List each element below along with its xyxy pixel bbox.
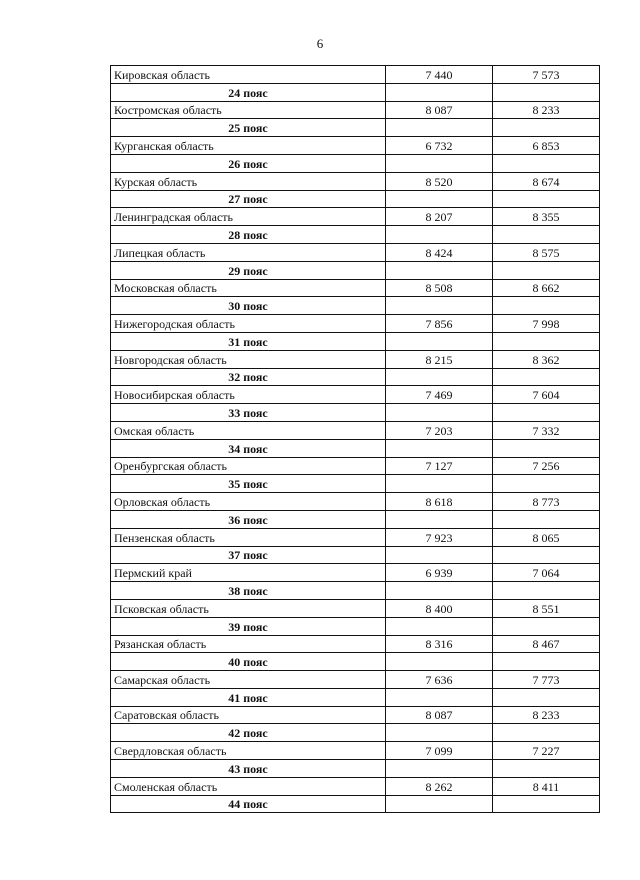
zone-label: 30 пояс	[111, 297, 386, 315]
zone-row	[111, 261, 600, 279]
zone-row	[111, 724, 600, 742]
zone-row	[111, 83, 600, 101]
region-row	[111, 421, 600, 439]
empty-cell-1	[386, 404, 493, 422]
zone-row	[111, 546, 600, 564]
zone-row	[111, 439, 600, 457]
empty-cell-1	[386, 795, 493, 813]
empty-cell-1	[386, 582, 493, 600]
zone-row	[111, 582, 600, 600]
value-cell-2: 8 467	[493, 635, 600, 653]
value-cell-1: 7 469	[386, 386, 493, 404]
region-name: Пензенская область	[111, 528, 386, 546]
empty-cell-2	[493, 688, 600, 706]
empty-cell-2	[493, 795, 600, 813]
empty-cell-2	[493, 332, 600, 350]
zone-label: 31 пояс	[111, 332, 386, 350]
zone-label: 35 пояс	[111, 475, 386, 493]
empty-cell-1	[386, 653, 493, 671]
zone-label: 41 пояс	[111, 688, 386, 706]
value-cell-1: 7 127	[386, 457, 493, 475]
value-cell-2: 7 604	[493, 386, 600, 404]
value-cell-2: 8 355	[493, 208, 600, 226]
value-cell-2: 8 065	[493, 528, 600, 546]
value-cell-2: 8 411	[493, 777, 600, 795]
empty-cell-1	[386, 190, 493, 208]
zone-row	[111, 226, 600, 244]
empty-cell-2	[493, 439, 600, 457]
empty-cell-1	[386, 332, 493, 350]
zone-label: 26 пояс	[111, 154, 386, 172]
zone-label: 24 пояс	[111, 83, 386, 101]
empty-cell-2	[493, 119, 600, 137]
zone-row	[111, 475, 600, 493]
region-row	[111, 66, 600, 84]
region-row	[111, 671, 600, 689]
empty-cell-2	[493, 261, 600, 279]
empty-cell-2	[493, 368, 600, 386]
region-name: Костромская область	[111, 101, 386, 119]
zone-row	[111, 119, 600, 137]
value-cell-2: 8 233	[493, 101, 600, 119]
value-cell-2: 8 575	[493, 243, 600, 261]
region-name: Свердловская область	[111, 742, 386, 760]
region-name: Курская область	[111, 172, 386, 190]
empty-cell-2	[493, 617, 600, 635]
zone-row	[111, 368, 600, 386]
region-name: Липецкая область	[111, 243, 386, 261]
empty-cell-1	[386, 119, 493, 137]
value-cell-2: 6 853	[493, 137, 600, 155]
page-number: 6	[316, 36, 324, 51]
empty-cell-1	[386, 368, 493, 386]
value-cell-2: 8 674	[493, 172, 600, 190]
empty-cell-1	[386, 297, 493, 315]
regions-table	[110, 65, 600, 813]
empty-cell-1	[386, 154, 493, 172]
empty-cell-1	[386, 760, 493, 778]
region-name: Новосибирская область	[111, 386, 386, 404]
region-row	[111, 350, 600, 368]
region-row	[111, 208, 600, 226]
empty-cell-2	[493, 154, 600, 172]
regions-table-body	[111, 66, 600, 813]
region-row	[111, 706, 600, 724]
empty-cell-2	[493, 190, 600, 208]
region-row	[111, 493, 600, 511]
value-cell-1: 7 923	[386, 528, 493, 546]
value-cell-1: 8 508	[386, 279, 493, 297]
value-cell-1: 8 316	[386, 635, 493, 653]
zone-row	[111, 297, 600, 315]
empty-cell-1	[386, 261, 493, 279]
empty-cell-1	[386, 724, 493, 742]
empty-cell-2	[493, 475, 600, 493]
value-cell-1: 7 099	[386, 742, 493, 760]
region-name: Рязанская область	[111, 635, 386, 653]
value-cell-1: 8 207	[386, 208, 493, 226]
region-row	[111, 457, 600, 475]
value-cell-1: 7 856	[386, 315, 493, 333]
value-cell-2: 8 233	[493, 706, 600, 724]
empty-cell-2	[493, 653, 600, 671]
region-name: Самарская область	[111, 671, 386, 689]
region-name: Пермский край	[111, 564, 386, 582]
region-name: Кировская область	[111, 66, 386, 84]
value-cell-1: 8 400	[386, 599, 493, 617]
region-row	[111, 243, 600, 261]
zone-row	[111, 332, 600, 350]
empty-cell-2	[493, 510, 600, 528]
region-name: Курганская область	[111, 137, 386, 155]
zone-row	[111, 688, 600, 706]
region-row	[111, 635, 600, 653]
zone-label: 42 пояс	[111, 724, 386, 742]
empty-cell-2	[493, 760, 600, 778]
region-name: Нижегородская область	[111, 315, 386, 333]
region-name: Московская область	[111, 279, 386, 297]
value-cell-2: 7 064	[493, 564, 600, 582]
region-row	[111, 315, 600, 333]
value-cell-2: 7 227	[493, 742, 600, 760]
zone-row	[111, 617, 600, 635]
empty-cell-2	[493, 724, 600, 742]
value-cell-1: 8 618	[386, 493, 493, 511]
region-name: Оренбургская область	[111, 457, 386, 475]
zone-label: 34 пояс	[111, 439, 386, 457]
region-row	[111, 742, 600, 760]
value-cell-2: 7 773	[493, 671, 600, 689]
value-cell-1: 7 203	[386, 421, 493, 439]
value-cell-1: 6 732	[386, 137, 493, 155]
zone-label: 44 пояс	[111, 795, 386, 813]
zone-label: 32 пояс	[111, 368, 386, 386]
empty-cell-1	[386, 226, 493, 244]
zone-label: 33 пояс	[111, 404, 386, 422]
zone-row	[111, 404, 600, 422]
value-cell-2: 7 332	[493, 421, 600, 439]
region-row	[111, 101, 600, 119]
region-name: Ленинградская область	[111, 208, 386, 226]
empty-cell-2	[493, 582, 600, 600]
empty-cell-1	[386, 83, 493, 101]
zone-label: 39 пояс	[111, 617, 386, 635]
value-cell-1: 8 087	[386, 101, 493, 119]
value-cell-1: 8 262	[386, 777, 493, 795]
zone-label: 29 пояс	[111, 261, 386, 279]
value-cell-2: 8 551	[493, 599, 600, 617]
empty-cell-1	[386, 688, 493, 706]
empty-cell-1	[386, 510, 493, 528]
value-cell-1: 8 520	[386, 172, 493, 190]
region-name: Псковская область	[111, 599, 386, 617]
empty-cell-1	[386, 475, 493, 493]
value-cell-1: 8 424	[386, 243, 493, 261]
value-cell-2: 8 773	[493, 493, 600, 511]
region-name: Саратовская область	[111, 706, 386, 724]
value-cell-1: 8 087	[386, 706, 493, 724]
region-row	[111, 172, 600, 190]
region-name: Новгородская область	[111, 350, 386, 368]
zone-label: 28 пояс	[111, 226, 386, 244]
zone-label: 40 пояс	[111, 653, 386, 671]
zone-row	[111, 795, 600, 813]
value-cell-1: 6 939	[386, 564, 493, 582]
zone-row	[111, 653, 600, 671]
region-row	[111, 599, 600, 617]
empty-cell-2	[493, 297, 600, 315]
region-name: Орловская область	[111, 493, 386, 511]
zone-row	[111, 190, 600, 208]
value-cell-2: 7 256	[493, 457, 600, 475]
empty-cell-2	[493, 226, 600, 244]
empty-cell-2	[493, 546, 600, 564]
empty-cell-1	[386, 439, 493, 457]
region-row	[111, 279, 600, 297]
empty-cell-2	[493, 404, 600, 422]
region-row	[111, 564, 600, 582]
zone-label: 25 пояс	[111, 119, 386, 137]
zone-label: 38 пояс	[111, 582, 386, 600]
region-name: Омская область	[111, 421, 386, 439]
zone-label: 27 пояс	[111, 190, 386, 208]
value-cell-2: 8 662	[493, 279, 600, 297]
empty-cell-1	[386, 617, 493, 635]
region-row	[111, 386, 600, 404]
region-row	[111, 528, 600, 546]
empty-cell-2	[493, 83, 600, 101]
region-row	[111, 137, 600, 155]
zone-row	[111, 510, 600, 528]
value-cell-2: 8 362	[493, 350, 600, 368]
value-cell-2: 7 998	[493, 315, 600, 333]
empty-cell-1	[386, 546, 493, 564]
zone-label: 43 пояс	[111, 760, 386, 778]
value-cell-1: 7 440	[386, 66, 493, 84]
value-cell-1: 7 636	[386, 671, 493, 689]
zone-label: 37 пояс	[111, 546, 386, 564]
zone-row	[111, 154, 600, 172]
zone-row	[111, 760, 600, 778]
zone-label: 36 пояс	[111, 510, 386, 528]
value-cell-1: 8 215	[386, 350, 493, 368]
region-row	[111, 777, 600, 795]
value-cell-2: 7 573	[493, 66, 600, 84]
region-name: Смоленская область	[111, 777, 386, 795]
